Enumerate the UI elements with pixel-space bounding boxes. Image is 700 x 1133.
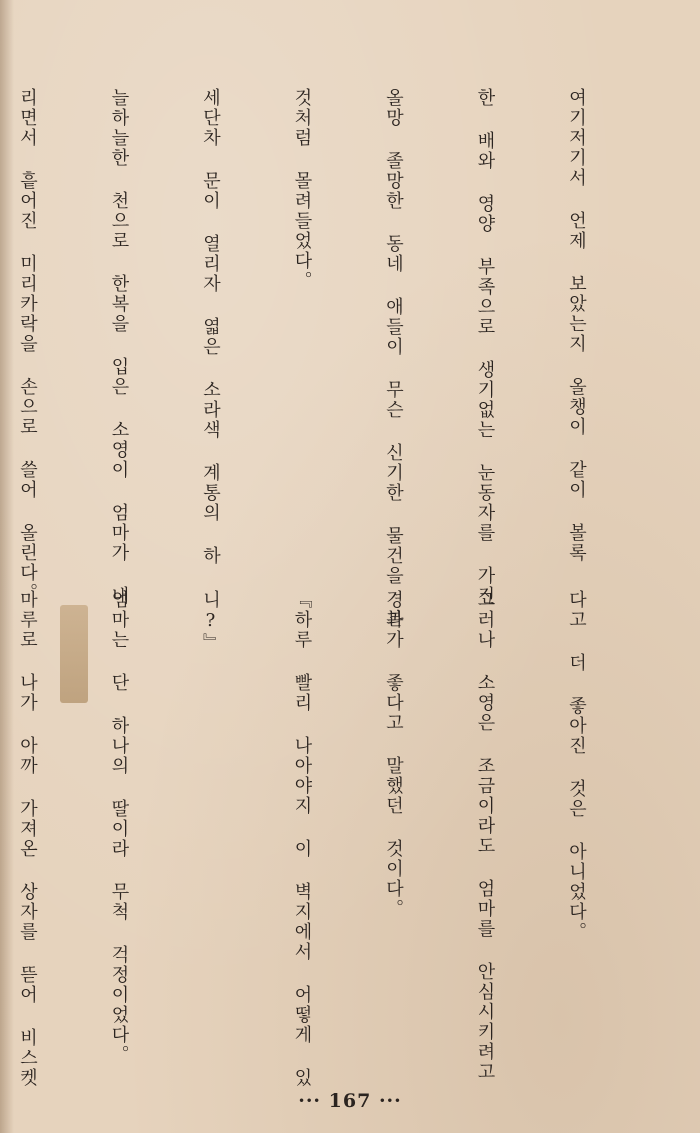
text-column: 것처럼 몰려들었다。: [291, 88, 313, 291]
text-column: 엄마는 단 하나의 딸이라 무척 걱정이었다。: [108, 590, 130, 1065]
tape-mark: [60, 605, 88, 703]
text-column: 『하루 빨리 나아야지 이 벽지에서 어떻게 있: [291, 590, 313, 1088]
text-column: 세단차 문이 열리자 엷은 소라색 계통의 하: [200, 88, 221, 566]
page-number: ··· 167 ···: [298, 1090, 402, 1112]
text-block-top: [0, 88, 652, 629]
text-column: 한 배와 영양 부족으로 생기없는 눈동자를 가진: [474, 88, 496, 606]
text-column: 다고 더 좋아진 것은 아니었다。: [566, 590, 587, 942]
text-column: 경과가 좋다고 말했던 것이다。: [383, 590, 404, 919]
text-column: 늘하늘한 천으로 한복을 입은 소영이 엄마가 내: [108, 88, 130, 606]
text-column: 니?』: [200, 590, 221, 653]
text-column: 올망 졸망한 동네 애들이 무슨 신기한 물건을 본: [383, 88, 404, 629]
text-block-bottom: [0, 590, 652, 1088]
text-column: 여기저기서 언제 보았는지 올챙이 같이 볼록: [566, 88, 587, 563]
text-column: 리면서 흩어진 미리카락을 손으로 쓸어 올린다。: [17, 88, 38, 603]
text-column: 마루로 나가 아까 가져온 상자를 뜯어 비스켓: [17, 590, 38, 1088]
text-column: 그러나 소영은 조금이라도 엄마를 안심시키려고: [474, 590, 496, 1082]
